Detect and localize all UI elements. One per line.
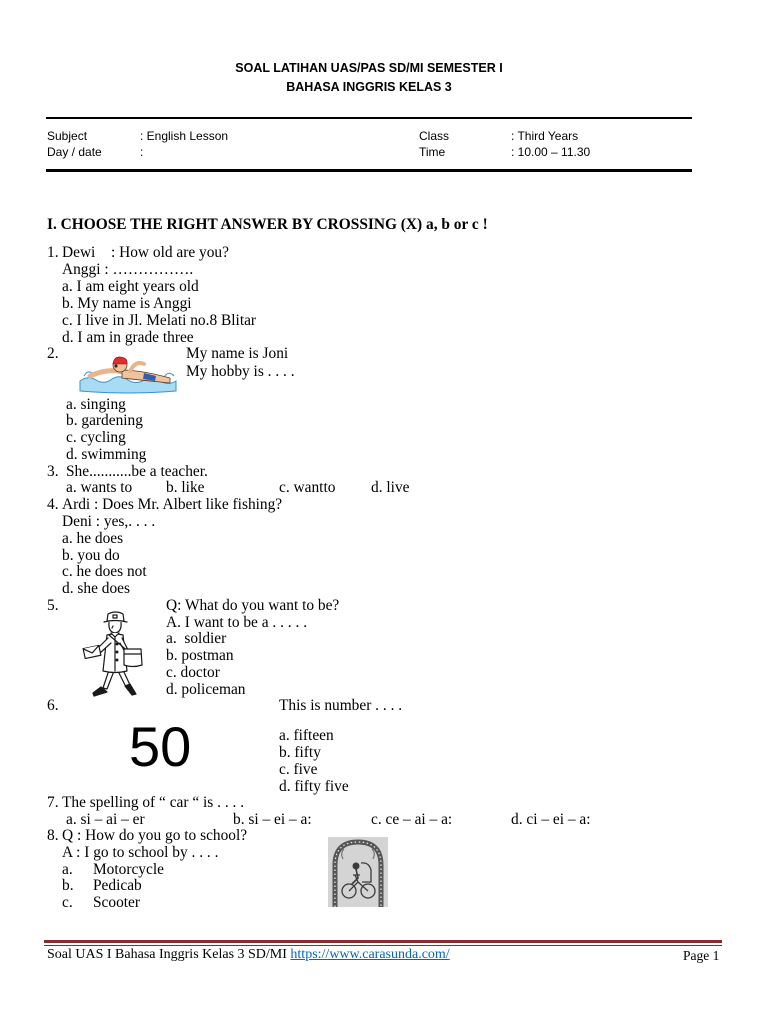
info-class-value: : Third Years: [511, 129, 579, 143]
question-4-text: Ardi : Does Mr. Albert like fishing?: [62, 496, 283, 513]
postman-figure: [83, 612, 142, 696]
question-8-option-a-text: Motorcycle: [93, 861, 164, 878]
question-6-option-c: c. five: [279, 761, 318, 778]
page-number: Page 1: [683, 948, 720, 963]
question-5-option-c: c. doctor: [166, 664, 220, 681]
question-4-number: 4.: [47, 496, 59, 513]
pedicab-illustration: [328, 837, 388, 907]
info-day-date-value: :: [140, 145, 144, 159]
question-2-option-d: d. swimming: [66, 446, 147, 463]
question-1-option-a: a. I am eight years old: [62, 278, 199, 295]
question-1-answer-line: Anggi : …………….: [62, 261, 194, 278]
question-5-option-b: b. postman: [166, 647, 234, 664]
question-1-number: 1.: [47, 244, 59, 261]
question-8-option-c-text: Scooter: [93, 894, 141, 911]
question-8-number: 8.: [47, 827, 59, 844]
question-5-option-a: a. soldier: [166, 630, 227, 647]
footer-link[interactable]: https://www.carasunda.com/: [290, 947, 450, 962]
question-1-speaker: Dewi: [62, 244, 96, 261]
question-1-text: : How old are you?: [111, 244, 229, 261]
question-1-option-d: d. I am in grade three: [62, 329, 194, 346]
question-2-number: 2.: [47, 345, 59, 362]
footer-line: [47, 946, 450, 963]
number-display: 50: [129, 715, 192, 778]
question-2-option-a: a. singing: [66, 396, 126, 413]
question-3-number: 3.: [47, 463, 59, 480]
question-1-option-c: c. I live in Jl. Melati no.8 Blitar: [62, 312, 257, 329]
question-6-text: This is number . . . .: [279, 697, 403, 714]
section-heading: I. CHOOSE THE RIGHT ANSWER BY CROSSING (X) a, b or c !: [47, 216, 488, 233]
question-6-option-b: b. fifty: [279, 744, 321, 761]
question-4-option-a: a. he does: [62, 530, 124, 547]
swimmer: [90, 357, 170, 383]
question-6-number: 6.: [47, 697, 59, 714]
question-7-option-c: c. ce – ai – a:: [371, 811, 453, 828]
question-3-text: She...........be a teacher.: [66, 463, 208, 480]
question-7-option-a: a. si – ai – er: [66, 811, 145, 828]
question-1-option-b: b. My name is Anggi: [62, 295, 192, 312]
question-3-option-b: b. like: [166, 479, 205, 496]
question-2-option-b: b. gardening: [66, 412, 143, 429]
swimmer-illustration: [78, 349, 178, 395]
question-5-option-d: d. policeman: [166, 681, 246, 698]
header-subtitle: BAHASA INGGRIS KELAS 3: [286, 80, 452, 94]
question-8-option-c-letter: c.: [62, 894, 73, 911]
question-8-text: Q : How do you go to school?: [62, 827, 248, 844]
question-7-number: 7.: [47, 794, 59, 811]
question-7-option-d: d. ci – ei – a:: [511, 811, 591, 828]
question-8-option-a-letter: a.: [62, 861, 73, 878]
header-bottom-rule: [46, 169, 692, 172]
question-8-answer-line: A : I go to school by . . . .: [62, 844, 219, 861]
question-6-option-a: a. fifteen: [279, 727, 334, 744]
footer-rule-thick: [44, 940, 722, 943]
question-4-option-b: b. you do: [62, 547, 120, 564]
question-5-number: 5.: [47, 597, 59, 614]
question-3-option-c: c. wantto: [279, 479, 336, 496]
info-subject-value: : English Lesson: [140, 129, 229, 143]
info-time-value: : 10.00 – 11.30: [511, 145, 591, 159]
info-time-label: Time: [419, 145, 446, 159]
question-7-text: The spelling of “ car “ is . . . .: [62, 794, 245, 811]
question-4-answer-line: Deni : yes,. . . .: [62, 513, 156, 530]
question-5-line-2: A. I want to be a . . . . .: [166, 614, 308, 631]
question-3-option-d: d. live: [371, 479, 410, 496]
question-8-option-b-text: Pedicab: [93, 877, 142, 894]
question-4-option-d: d. she does: [62, 580, 130, 597]
question-2-line-2: My hobby is . . . .: [186, 363, 295, 380]
postman-illustration: [80, 611, 148, 698]
info-class-label: Class: [419, 129, 450, 143]
question-5-line-1: Q: What do you want to be?: [166, 597, 340, 614]
question-2-line-1: My name is Joni: [186, 345, 289, 362]
question-4-option-c: c. he does not: [62, 563, 147, 580]
info-day-date-label: Day / date: [47, 145, 102, 159]
question-3-option-a: a. wants to: [66, 479, 133, 496]
question-2-option-c: c. cycling: [66, 429, 126, 446]
question-7-option-b: b. si – ei – a:: [233, 811, 312, 828]
header-top-rule: [46, 117, 692, 119]
footer-text: Soal UAS I Bahasa Inggris Kelas 3 SD/MI: [47, 947, 287, 962]
info-subject-label: Subject: [47, 129, 88, 143]
question-6-option-d: d. fifty five: [279, 778, 349, 795]
question-8-option-b-letter: b.: [62, 877, 74, 894]
header-title: SOAL LATIHAN UAS/PAS SD/MI SEMESTER I: [235, 61, 503, 75]
